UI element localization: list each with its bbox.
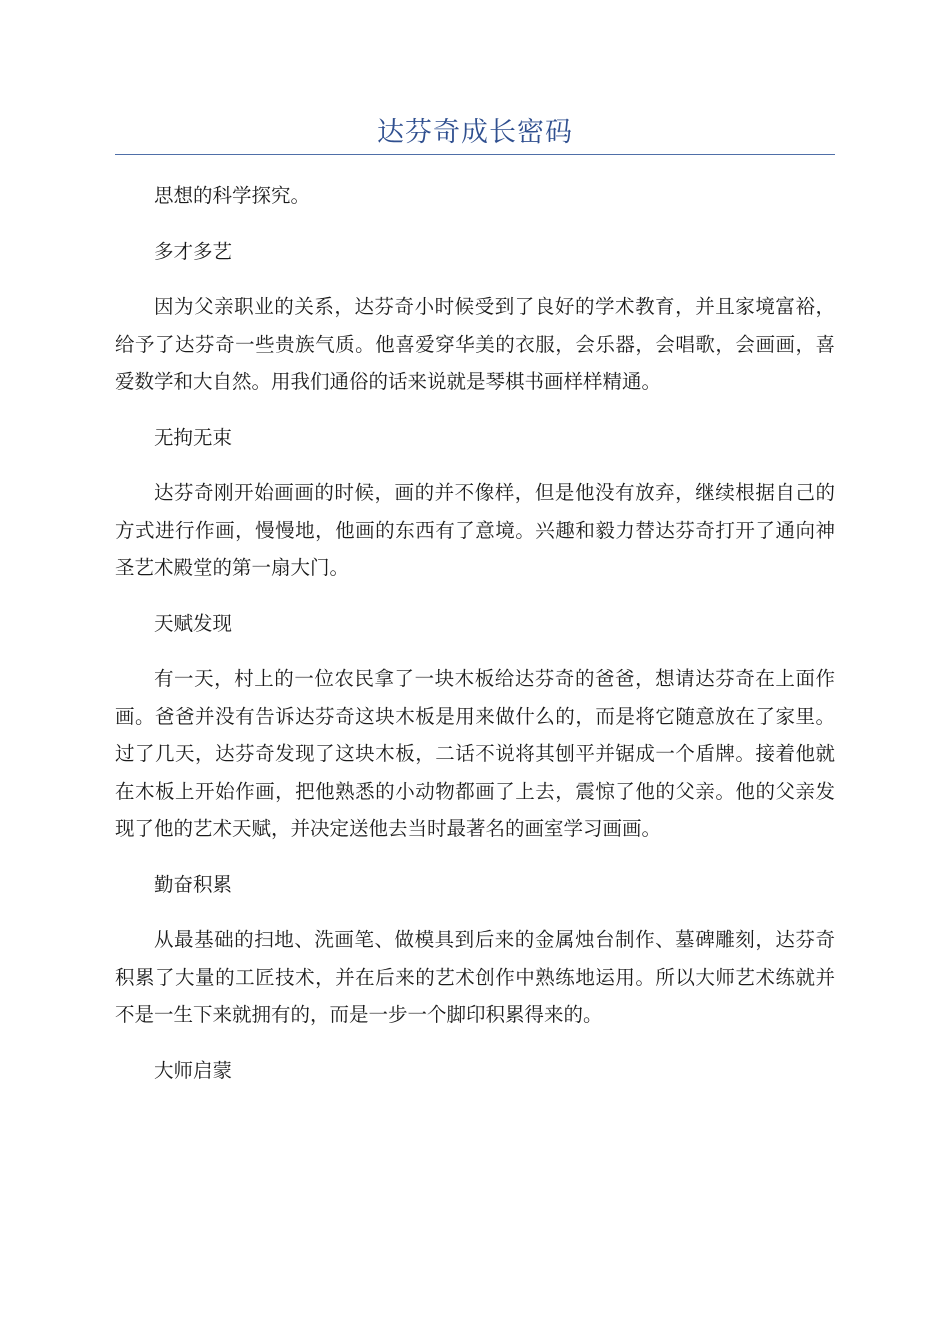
section-heading: 大师启蒙 xyxy=(154,1058,233,1082)
document-body xyxy=(115,177,835,1089)
title-underline xyxy=(115,154,835,155)
document-page xyxy=(115,0,835,1107)
section-heading: 勤奋积累 xyxy=(154,872,233,896)
section-heading: 无拘无束 xyxy=(154,425,233,449)
paragraph: 因为父亲职业的关系，达芬奇小时候受到了良好的学术教育，并且家境富裕，给予了达芬奇一些贵族气质。他喜爱穿华美的衣服，会乐器，会唱歌，会画画，喜爱数学和大自然。用我们通俗的话来说就是琴棋书画样样精通。 xyxy=(115,295,835,393)
section-heading: 天赋发现 xyxy=(154,611,233,635)
section-heading: 多才多艺 xyxy=(154,239,233,263)
paragraph: 从最基础的扫地、洗画笔、做模具到后来的金属烛台制作、墓碑雕刻，达芬奇积累了大量的工匠技术，并在后来的艺术创作中熟练地运用。所以大师艺术练就并不是一生下来就拥有的，而是一步一个脚印积累得来的。 xyxy=(115,928,835,1026)
paragraph: 有一天，村上的一位农民拿了一块木板给达芬奇的爸爸，想请达芬奇在上面作画。爸爸并没有告诉达芬奇这块木板是用来做什么的，而是将它随意放在了家里。过了几天，达芬奇发现了这块木板，二话不说将其刨平并锯成一个盾牌。接着他就在木板上开始作画，把他熟悉的小动物都画了上去，震惊了他的父亲。他的父亲发现了他的艺术天赋，并决定送他去当时最著名的画室学习画画。 xyxy=(115,667,835,840)
document-title: 达芬奇成长密码 xyxy=(377,117,573,148)
paragraph: 达芬奇刚开始画画的时候，画的并不像样，但是他没有放弃，继续根据自己的方式进行作画，慢慢地，他画的东西有了意境。兴趣和毅力替达芬奇打开了通向神圣艺术殿堂的第一扇大门。 xyxy=(115,481,835,579)
paragraph: 思想的科学探究。 xyxy=(154,184,311,207)
